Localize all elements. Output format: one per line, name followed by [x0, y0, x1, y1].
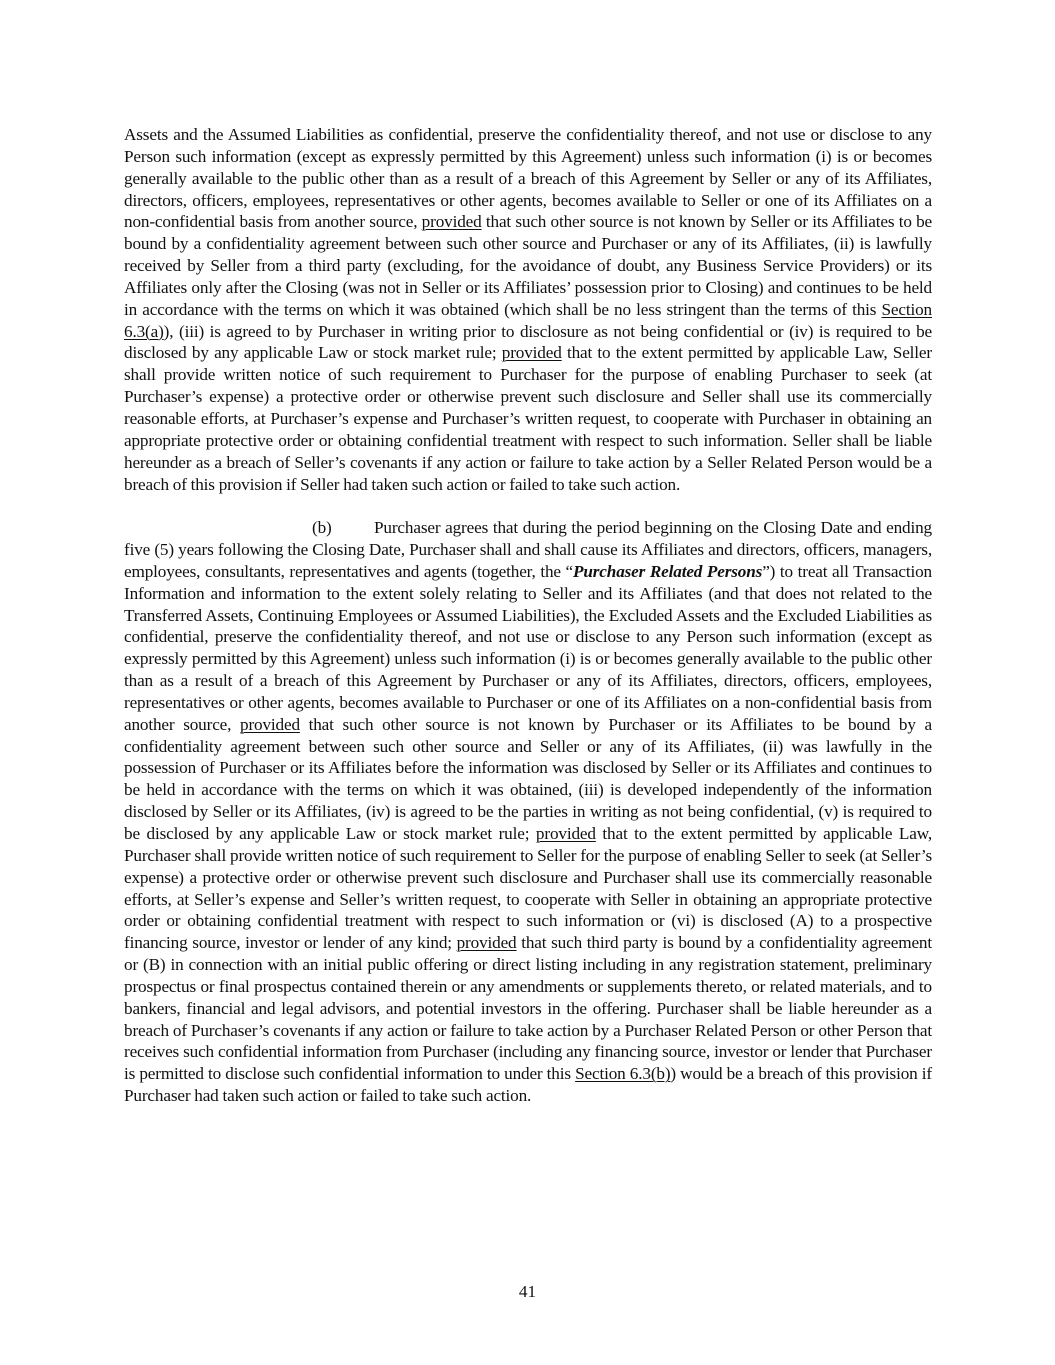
clause-label: (b)	[312, 518, 332, 538]
paragraph-6-3-a-continued	[124, 124, 932, 495]
text-segment: that to the extent permitted by applicable Law, Purchaser shall provide written notice of such requirement to Seller for the purpose of enabling Seller to seek (at Seller’s expense) a protective order or otherwise prevent such disclosure and Purchaser shall use its commercially reasonable efforts, at Seller’s expense and Seller’s written request, to cooperate with Seller in obtaining an appropriate protective order or obtaining confidential treatment with respect to such information or (vi) is disclosed (A) to a prospective financing source, investor or lender of any kind;	[124, 824, 932, 953]
section-reference-6-3-b: Section 6.3(b)	[575, 1064, 671, 1084]
defined-term-purchaser-related-persons: Purchaser Related Persons	[573, 561, 763, 581]
text-segment: ) would be a breach of this provision if Purchaser had taken such action or failed to take such action.	[124, 1064, 932, 1106]
text-segment: that to the extent permitted by applicable Law, Seller shall provide written notice of such requirement to Purchaser for the purpose of enabling Purchaser to seek (at Purchaser’s expense) a protective order or otherwise prevent such disclosure and Seller shall use its commercially reasonable efforts, at Purchaser’s expense and Purchaser’s written request, to cooperate with Purchaser in obtaining an appropriate protective order or obtaining confidential treatment with respect to such information. Seller shall be liable hereunder as a breach of Seller’s covenants if any action or failure to take action by a Seller Related Person would be a breach of this provision if Seller had taken such action or failed to take such action.	[124, 343, 932, 494]
text-segment: Purchaser agrees that during the period beginning on the Closing Date and ending five (5) years following the Closing Date, Purchaser shall and shall cause its Affiliates and directors, officers, managers, employees, consultants, representatives and agents (together, the “	[124, 518, 932, 581]
defined-term-provided: provided	[240, 714, 300, 734]
page-number: 41	[518, 1282, 537, 1301]
defined-term-provided: provided	[535, 824, 596, 843]
paragraph-6-3-b	[124, 517, 932, 1107]
text-segment: that such other source is not known by Purchaser or its Affiliates to be bound by a confidentiality agreement between such other source and Seller or any of its Affiliates, (ii) was lawfully in the possession of Purchaser or its Affiliates before the information was disclosed by Seller or its Affiliates and continues to be held in accordance with the terms on which it was obtained, (iii) is developed independently of the information disclosed by Seller or its Affiliates, (iv) is agreed to be the parties in writing as not being confidential, (v) is required to be disclosed by any applicable Law or stock market rule;	[124, 714, 932, 843]
text-segment: ), (iii) is agreed to by Purchaser in writing prior to disclosure as not being confidential or (iv) is required to be disclosed by any applicable Law or stock market rule;	[124, 321, 932, 363]
document-page	[124, 124, 932, 1107]
text-segment: Assets and the Assumed Liabilities as confidential, preserve the confidentiality thereof, and not use or disclose to any Person such information (except as expressly permitted by this Agreement) unless such information (i) is or becomes generally available to the public other than as a result of a breach of this Agreement by Seller or any of its Affiliates, directors, officers, employees, representatives or other agents, becomes available to Seller or one of its Affiliates on a non-confidential basis from another source,	[124, 125, 932, 232]
text-segment: that such third party is bound by a confidentiality agreement or (B) in connection with an initial public offering or direct listing including in any registration statement, preliminary prospectus or final prospectus contained therein or any amendments or supplements thereto, or related materials, and to bankers, financial and legal advisors, and potential investors in the offering. Purchaser shall be liable hereunder as a breach of Purchaser’s covenants if any action or failure to take action by a Purchaser Related Person or other Person that receives such confidential information from Purchaser (including any financing source, investor or lender that Purchaser is permitted to disclose such confidential information to under this	[124, 933, 932, 1084]
text-segment: ”) to treat all Transaction Information and information to the extent solely relating to Seller and its Affiliates (and that does not related to the Transferred Assets, Continuing Employees or Assumed Liabilities), the Excluded Assets and the Excluded Liabilities as confidential, preserve the confidentiality thereof, and not use or disclose to any Person such information (except as expressly permitted by this Agreement) unless such information (i) is or becomes generally available to the public other than as a result of a breach of this Agreement by Purchaser or any of its Affiliates, directors, officers, employees, representatives or other agents, becomes available to Purchaser or one of its Affiliates on a non-confidential basis from another source,	[124, 561, 932, 734]
section-reference-6-3-a: Section 6.3(a)	[124, 299, 932, 341]
defined-term-provided: provided	[501, 343, 562, 363]
defined-term-provided: provided	[421, 212, 482, 232]
defined-term-provided: provided	[456, 933, 517, 953]
text-segment: that such other source is not known by Seller or its Affiliates to be bound by a confidentiality agreement between such other source and Purchaser or any of its Affiliates, (ii) is lawfully received by Seller from a third party (excluding, for the avoidance of doubt, any Business Service Providers) or its Affiliates only after the Closing (was not in Seller or its Affiliates’ possession prior to Closing) and continues to be held in accordance with the terms on which it was obtained (which shall be no less stringent than the terms of this	[124, 212, 932, 319]
